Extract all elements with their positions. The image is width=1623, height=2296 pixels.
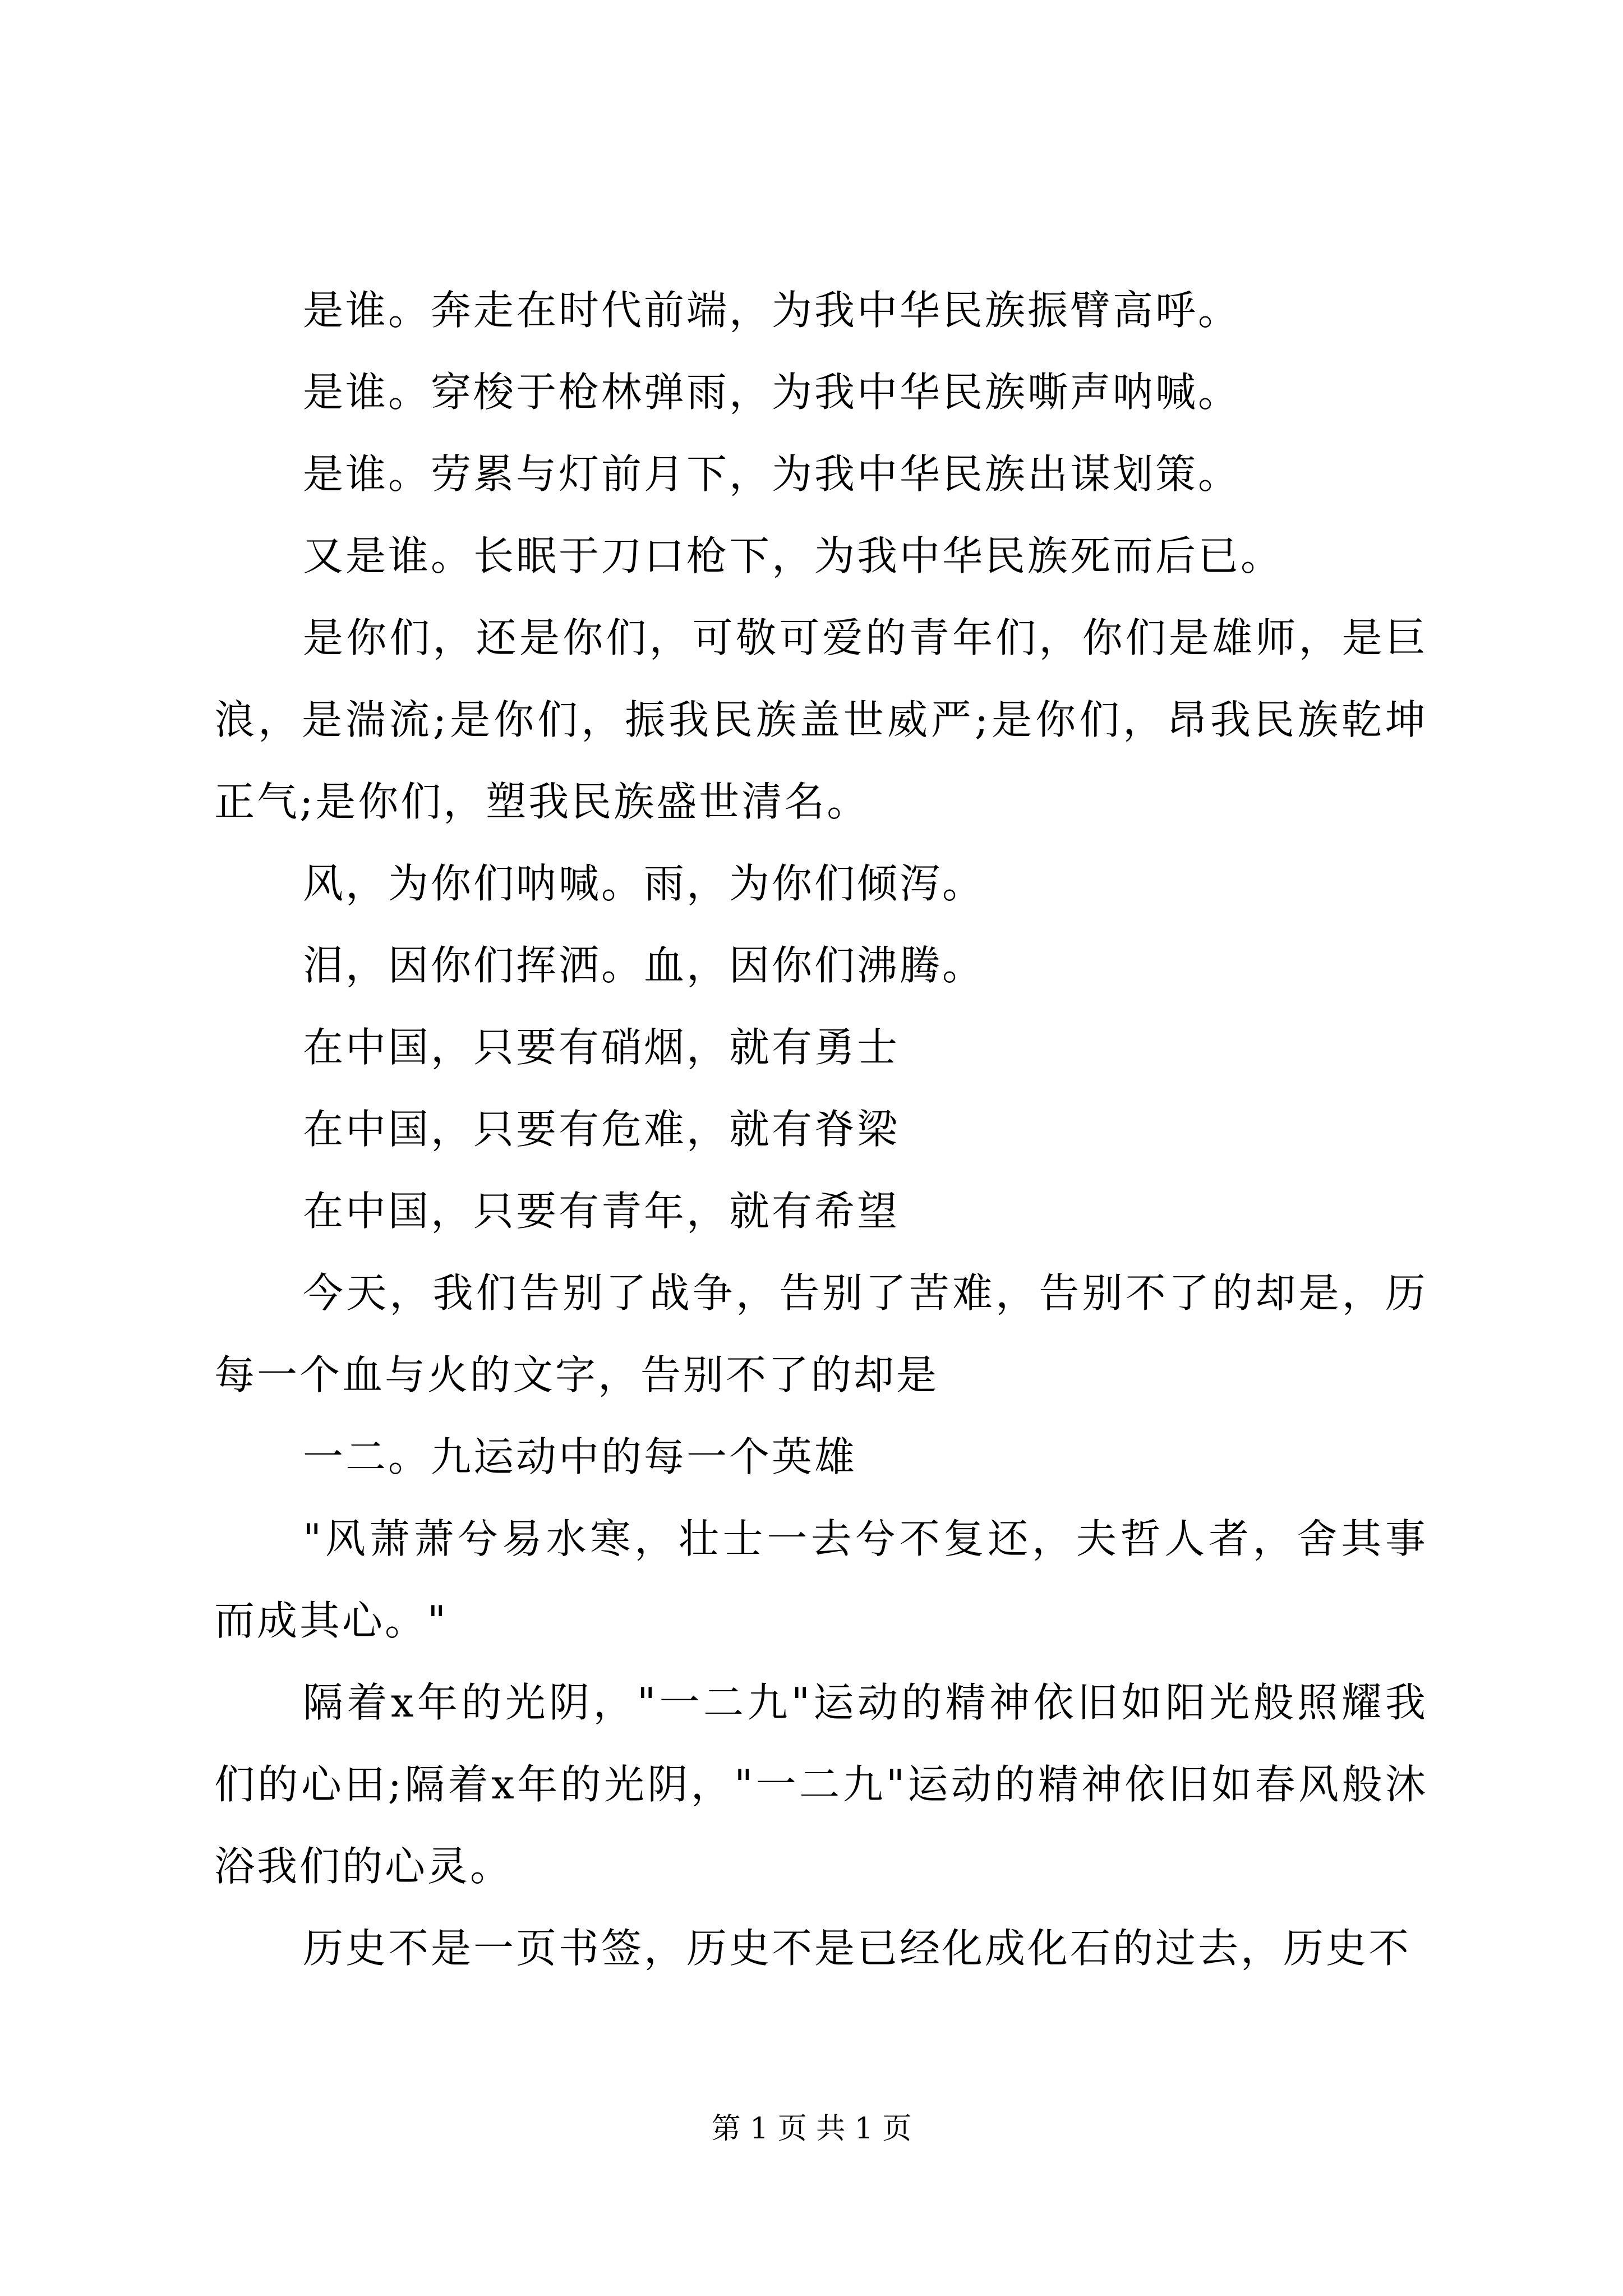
paragraph: 在中国，只要有危难，就有脊梁	[303, 1106, 900, 1153]
paragraph: 在中国，只要有硝烟，就有勇士	[303, 1024, 900, 1071]
paragraph: 今天，我们告别了战争，告别了苦难，告别不了的却是，历每一个血与火的文字，告别不了的却是	[214, 1269, 1428, 1398]
paragraph: 一二。九运动中的每一个英雄	[303, 1433, 857, 1480]
paragraph: 是谁。奔走在时代前端，为我中华民族振臂高呼。	[303, 287, 1241, 334]
paragraph: 风，为你们呐喊。雨，为你们倾泻。	[303, 860, 985, 907]
paragraph: 是你们，还是你们，可敬可爱的青年们，你们是雄师，是巨浪，是湍流;是你们，振我民族盖世威严;是你们，昂我民族乾坤正气;是你们，塑我民族盛世清名。	[214, 614, 1428, 825]
paragraph: 在中国，只要有青年，就有希望	[303, 1188, 900, 1235]
document-body	[214, 269, 1428, 1989]
paragraph: 又是谁。长眠于刀口枪下，为我中华民族死而后已。	[303, 532, 1284, 579]
page-footer	[0, 2109, 1623, 2148]
paragraph: "风萧萧兮易水寒，壮士一去兮不复还，夫哲人者，舍其事而成其心。"	[214, 1515, 1428, 1644]
paragraph: 是谁。穿梭于枪林弹雨，为我中华民族嘶声呐喊。	[303, 369, 1241, 416]
page-number-label: 第 1 页 共 1 页	[711, 2112, 912, 2146]
paragraph: 泪，因你们挥洒。血，因你们沸腾。	[303, 942, 985, 989]
paragraph: 是谁。劳累与灯前月下，为我中华民族出谋划策。	[303, 450, 1241, 498]
paragraph: 历史不是一页书签，历史不是已经化成化石的过去，历史不	[303, 1925, 1412, 1972]
paragraph: 隔着x年的光阴，"一二九"运动的精神依旧如阳光般照耀我们的心田;隔着x年的光阴，"一二九"运动的精神依旧如春风般沐浴我们的心灵。	[214, 1679, 1428, 1890]
